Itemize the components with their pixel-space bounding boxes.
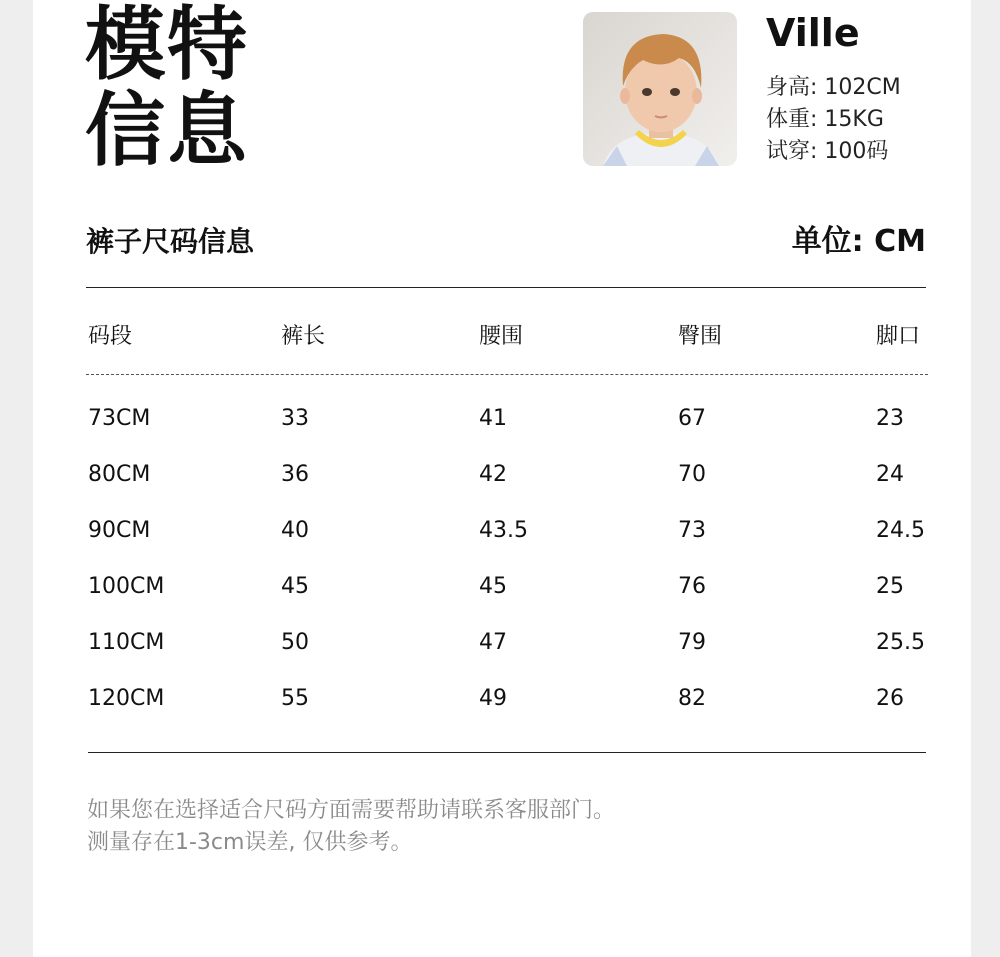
model-trial-size: 试穿: 100码 <box>766 139 889 164</box>
row-size-label: 80CM <box>88 462 151 487</box>
model-photo-illustration <box>583 12 737 166</box>
table-cell: 55 <box>281 686 309 711</box>
header-divider <box>86 374 928 375</box>
row-size-label: 90CM <box>88 518 151 543</box>
table-cell: 36 <box>281 462 309 487</box>
table-cell: 42 <box>479 462 507 487</box>
table-cell: 25 <box>876 574 904 599</box>
table-cell: 40 <box>281 518 309 543</box>
size-note <box>87 795 615 859</box>
note-line-1: 如果您在选择适合尺码方面需要帮助请联系客服部门。 <box>87 798 616 823</box>
table-cell: 49 <box>479 686 507 711</box>
column-header: 裤长 <box>281 324 326 349</box>
note-line-2: 测量存在1-3cm误差, 仅供参考。 <box>87 830 413 855</box>
model-name: Ville <box>766 11 860 55</box>
column-header: 腰围 <box>479 324 524 349</box>
table-cell: 70 <box>678 462 706 487</box>
table-cell: 41 <box>479 406 507 431</box>
table-cell: 79 <box>678 630 706 655</box>
table-cell: 45 <box>479 574 507 599</box>
size-card <box>33 0 971 957</box>
model-weight: 体重: 15KG <box>766 107 884 132</box>
model-height: 身高: 102CM <box>766 75 901 100</box>
title-line-2: 信息 <box>85 84 249 177</box>
table-cell: 47 <box>479 630 507 655</box>
table-cell: 67 <box>678 406 706 431</box>
table-cell: 26 <box>876 686 904 711</box>
table-cell: 50 <box>281 630 309 655</box>
row-size-label: 110CM <box>88 630 165 655</box>
row-size-label: 73CM <box>88 406 151 431</box>
row-size-label: 120CM <box>88 686 165 711</box>
table-cell: 82 <box>678 686 706 711</box>
table-cell: 24 <box>876 462 904 487</box>
table-cell: 23 <box>876 406 904 431</box>
column-header: 码段 <box>88 324 133 349</box>
table-cell: 43.5 <box>479 518 528 543</box>
table-cell: 25.5 <box>876 630 925 655</box>
row-size-label: 100CM <box>88 574 165 599</box>
unit-label: 单位: CM <box>791 224 926 259</box>
table-cell: 76 <box>678 574 706 599</box>
table-cell: 33 <box>281 406 309 431</box>
table-top-rule <box>86 287 926 288</box>
table-bottom-rule <box>88 752 926 753</box>
page-title <box>85 0 249 177</box>
table-cell: 45 <box>281 574 309 599</box>
model-photo <box>583 12 737 166</box>
title-line-1: 模特 <box>85 0 249 91</box>
table-cell: 24.5 <box>876 518 925 543</box>
section-title: 裤子尺码信息 <box>86 225 255 258</box>
column-header: 臀围 <box>678 324 723 349</box>
model-info <box>766 72 901 168</box>
column-header: 脚口 <box>876 324 921 349</box>
table-cell: 73 <box>678 518 706 543</box>
